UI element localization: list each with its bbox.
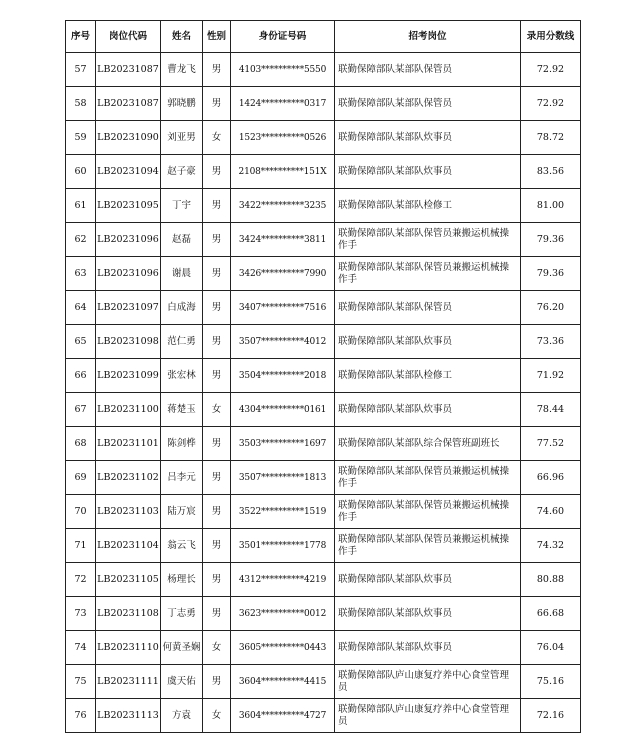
cell-name: 曹龙飞 (161, 53, 203, 87)
cell-name: 吕李元 (161, 461, 203, 495)
cell-position: 联勤保障部队某部队保管员兼搬运机械操作手 (335, 495, 521, 529)
cell-seq: 74 (66, 631, 96, 665)
table-row (66, 427, 581, 461)
cell-id-number: 3504**********2018 (231, 359, 335, 393)
cell-score: 78.72 (521, 121, 581, 155)
cell-gender: 男 (203, 665, 231, 699)
cell-seq: 75 (66, 665, 96, 699)
cell-score: 83.56 (521, 155, 581, 189)
cell-position: 联勤保障部队庐山康复疗养中心食堂管理员 (335, 699, 521, 733)
admission-table (65, 20, 581, 733)
cell-id-number: 2108**********151X (231, 155, 335, 189)
cell-seq: 64 (66, 291, 96, 325)
table-row (66, 189, 581, 223)
cell-name: 白成海 (161, 291, 203, 325)
cell-gender: 男 (203, 223, 231, 257)
cell-position: 联勤保障部队某部队保管员兼搬运机械操作手 (335, 529, 521, 563)
cell-id-number: 3424**********3811 (231, 223, 335, 257)
cell-gender: 男 (203, 359, 231, 393)
cell-seq: 65 (66, 325, 96, 359)
cell-name: 虞天佑 (161, 665, 203, 699)
cell-seq: 70 (66, 495, 96, 529)
cell-position: 联勤保障部队某部队保管员兼搬运机械操作手 (335, 461, 521, 495)
table-row (66, 461, 581, 495)
cell-position: 联勤保障部队某部队炊事员 (335, 393, 521, 427)
cell-position: 联勤保障部队某部队综合保管班副班长 (335, 427, 521, 461)
cell-name: 蒋楚玉 (161, 393, 203, 427)
header-position: 招考岗位 (335, 21, 521, 53)
cell-seq: 72 (66, 563, 96, 597)
cell-gender: 男 (203, 87, 231, 121)
cell-code: LB20231098 (96, 325, 161, 359)
cell-seq: 67 (66, 393, 96, 427)
cell-score: 66.68 (521, 597, 581, 631)
table-row (66, 121, 581, 155)
table-row (66, 291, 581, 325)
table-row (66, 699, 581, 733)
cell-seq: 68 (66, 427, 96, 461)
cell-id-number: 4312**********4219 (231, 563, 335, 597)
cell-gender: 男 (203, 563, 231, 597)
table-body (66, 53, 581, 733)
cell-score: 72.92 (521, 53, 581, 87)
table-row (66, 631, 581, 665)
cell-code: LB20231097 (96, 291, 161, 325)
cell-score: 80.88 (521, 563, 581, 597)
cell-id-number: 3503**********1697 (231, 427, 335, 461)
cell-code: LB20231111 (96, 665, 161, 699)
cell-gender: 女 (203, 631, 231, 665)
cell-position: 联勤保障部队某部队保管员兼搬运机械操作手 (335, 257, 521, 291)
cell-name: 丁宇 (161, 189, 203, 223)
cell-gender: 女 (203, 393, 231, 427)
cell-score: 77.52 (521, 427, 581, 461)
cell-score: 66.96 (521, 461, 581, 495)
cell-id-number: 3426**********7990 (231, 257, 335, 291)
cell-score: 74.60 (521, 495, 581, 529)
cell-code: LB20231095 (96, 189, 161, 223)
cell-gender: 男 (203, 291, 231, 325)
cell-gender: 女 (203, 121, 231, 155)
cell-code: LB20231100 (96, 393, 161, 427)
cell-position: 联勤保障部队某部队炊事员 (335, 631, 521, 665)
table-row (66, 529, 581, 563)
cell-code: LB20231103 (96, 495, 161, 529)
cell-code: LB20231099 (96, 359, 161, 393)
cell-id-number: 3407**********7516 (231, 291, 335, 325)
cell-seq: 73 (66, 597, 96, 631)
cell-code: LB20231087 (96, 53, 161, 87)
cell-score: 72.92 (521, 87, 581, 121)
cell-name: 范仁勇 (161, 325, 203, 359)
cell-score: 73.36 (521, 325, 581, 359)
table-row (66, 223, 581, 257)
cell-id-number: 3507**********4012 (231, 325, 335, 359)
table-row (66, 155, 581, 189)
cell-id-number: 4103**********5550 (231, 53, 335, 87)
cell-name: 杨理长 (161, 563, 203, 597)
cell-score: 71.92 (521, 359, 581, 393)
cell-code: LB20231113 (96, 699, 161, 733)
header-code: 岗位代码 (96, 21, 161, 53)
cell-code: LB20231101 (96, 427, 161, 461)
cell-gender: 男 (203, 155, 231, 189)
cell-seq: 60 (66, 155, 96, 189)
cell-name: 赵子豪 (161, 155, 203, 189)
cell-seq: 63 (66, 257, 96, 291)
cell-id-number: 1523**********0526 (231, 121, 335, 155)
cell-id-number: 3422**********3235 (231, 189, 335, 223)
cell-position: 联勤保障部队庐山康复疗养中心食堂管理员 (335, 665, 521, 699)
cell-id-number: 4304**********0161 (231, 393, 335, 427)
cell-name: 方袁 (161, 699, 203, 733)
cell-id-number: 1424**********0317 (231, 87, 335, 121)
cell-seq: 71 (66, 529, 96, 563)
cell-position: 联勤保障部队某部队炊事员 (335, 563, 521, 597)
cell-position: 联勤保障部队某部队炊事员 (335, 597, 521, 631)
cell-position: 联勤保障部队某部队炊事员 (335, 155, 521, 189)
cell-gender: 男 (203, 53, 231, 87)
cell-code: LB20231110 (96, 631, 161, 665)
cell-score: 76.20 (521, 291, 581, 325)
header-seq: 序号 (66, 21, 96, 53)
table-row (66, 393, 581, 427)
cell-gender: 女 (203, 699, 231, 733)
cell-score: 76.04 (521, 631, 581, 665)
cell-position: 联勤保障部队某部队保管员 (335, 87, 521, 121)
table-row (66, 597, 581, 631)
cell-seq: 66 (66, 359, 96, 393)
cell-seq: 59 (66, 121, 96, 155)
cell-position: 联勤保障部队某部队炊事员 (335, 325, 521, 359)
cell-seq: 76 (66, 699, 96, 733)
table-row (66, 325, 581, 359)
cell-name: 刘亚男 (161, 121, 203, 155)
cell-score: 74.32 (521, 529, 581, 563)
cell-seq: 69 (66, 461, 96, 495)
cell-code: LB20231096 (96, 223, 161, 257)
cell-position: 联勤保障部队某部队保管员 (335, 53, 521, 87)
cell-name: 张宏林 (161, 359, 203, 393)
cell-seq: 57 (66, 53, 96, 87)
cell-name: 谢晨 (161, 257, 203, 291)
table-row (66, 359, 581, 393)
cell-score: 79.36 (521, 223, 581, 257)
cell-name: 翁云飞 (161, 529, 203, 563)
cell-name: 陈剑桦 (161, 427, 203, 461)
cell-position: 联勤保障部队某部队保管员兼搬运机械操作手 (335, 223, 521, 257)
cell-code: LB20231105 (96, 563, 161, 597)
table-row (66, 257, 581, 291)
cell-code: LB20231104 (96, 529, 161, 563)
cell-code: LB20231102 (96, 461, 161, 495)
table-row (66, 563, 581, 597)
cell-code: LB20231096 (96, 257, 161, 291)
cell-id-number: 3604**********4415 (231, 665, 335, 699)
cell-id-number: 3605**********0443 (231, 631, 335, 665)
header-name: 姓名 (161, 21, 203, 53)
cell-code: LB20231108 (96, 597, 161, 631)
cell-name: 丁志勇 (161, 597, 203, 631)
cell-gender: 男 (203, 325, 231, 359)
cell-code: LB20231090 (96, 121, 161, 155)
cell-code: LB20231094 (96, 155, 161, 189)
cell-score: 79.36 (521, 257, 581, 291)
cell-seq: 62 (66, 223, 96, 257)
cell-id-number: 3522**********1519 (231, 495, 335, 529)
cell-position: 联勤保障部队某部队炊事员 (335, 121, 521, 155)
cell-seq: 61 (66, 189, 96, 223)
cell-score: 72.16 (521, 699, 581, 733)
cell-gender: 男 (203, 189, 231, 223)
table-row (66, 87, 581, 121)
cell-gender: 男 (203, 257, 231, 291)
header-id: 身份证号码 (231, 21, 335, 53)
header-score: 录用分数线 (521, 21, 581, 53)
cell-name: 郭晓鹏 (161, 87, 203, 121)
cell-seq: 58 (66, 87, 96, 121)
cell-id-number: 3604**********4727 (231, 699, 335, 733)
cell-code: LB20231087 (96, 87, 161, 121)
table-row (66, 53, 581, 87)
table-row (66, 665, 581, 699)
cell-name: 陆万宸 (161, 495, 203, 529)
cell-gender: 男 (203, 427, 231, 461)
cell-id-number: 3507**********1813 (231, 461, 335, 495)
header-row (66, 21, 581, 53)
cell-gender: 男 (203, 495, 231, 529)
header-gender: 性别 (203, 21, 231, 53)
cell-id-number: 3623**********0012 (231, 597, 335, 631)
table-row (66, 495, 581, 529)
cell-position: 联勤保障部队某部队检修工 (335, 189, 521, 223)
cell-score: 78.44 (521, 393, 581, 427)
cell-gender: 男 (203, 461, 231, 495)
cell-position: 联勤保障部队某部队检修工 (335, 359, 521, 393)
cell-score: 81.00 (521, 189, 581, 223)
cell-gender: 男 (203, 597, 231, 631)
cell-id-number: 3501**********1778 (231, 529, 335, 563)
cell-name: 何黄圣娴 (161, 631, 203, 665)
cell-name: 赵磊 (161, 223, 203, 257)
cell-position: 联勤保障部队某部队保管员 (335, 291, 521, 325)
cell-score: 75.16 (521, 665, 581, 699)
cell-gender: 男 (203, 529, 231, 563)
